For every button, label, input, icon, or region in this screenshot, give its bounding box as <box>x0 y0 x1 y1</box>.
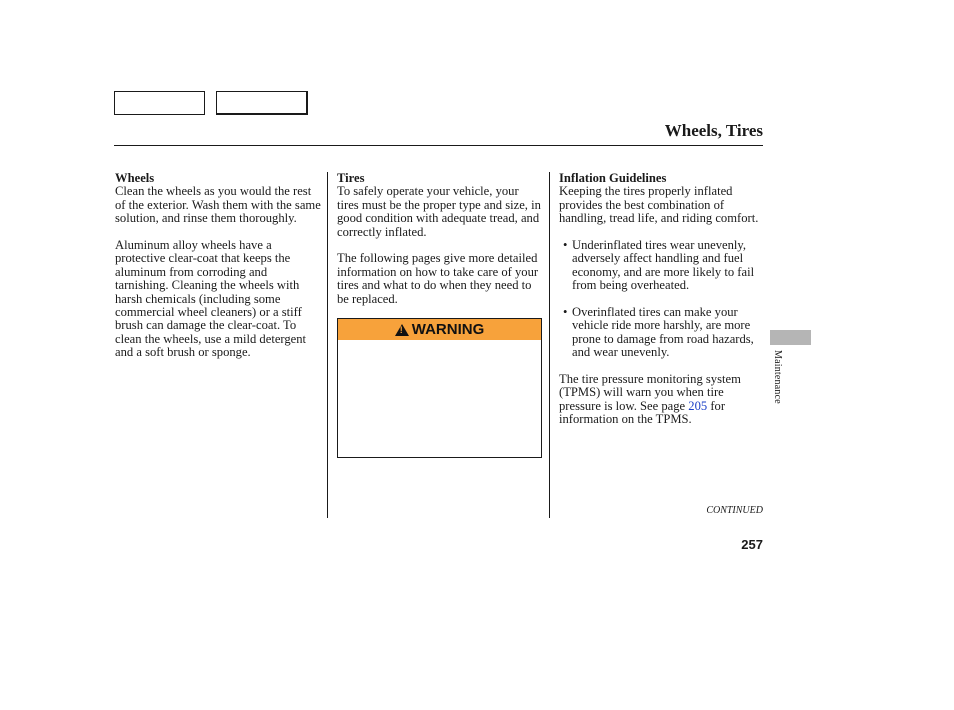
column-divider <box>327 172 328 518</box>
page-title: Wheels, Tires <box>664 121 763 140</box>
wheels-column <box>115 172 323 373</box>
warning-label: WARNING <box>411 321 485 338</box>
inflation-heading: Inflation Guidelines <box>559 171 667 185</box>
tires-column <box>337 172 543 319</box>
tpms-paragraph <box>559 373 764 427</box>
continued-label: CONTINUED <box>706 505 763 516</box>
index-button[interactable] <box>216 91 308 115</box>
page-205-link[interactable]: 205 <box>688 398 708 413</box>
wheels-heading: Wheels <box>115 171 155 185</box>
tires-heading: Tires <box>337 171 365 185</box>
warning-banner <box>338 319 541 340</box>
tires-paragraph-2: The following pages give more detailed information on how to take care of your tires and what to do when they need to be replaced. <box>337 251 539 306</box>
tires-paragraph-1: To safely operate your vehicle, your tires must be the proper type and size, in good condition with adequate tread, and correctly inflated. <box>337 184 541 239</box>
main-menu-button[interactable] <box>114 91 205 115</box>
wheels-paragraph-2: Aluminum alloy wheels have a protective clear-coat that keeps the aluminum from corroding and tarnishing. Cleaning the wheels with harsh chemicals (including some commercial wheel cleaners) or a stiff brush can damage the clear-coat. To clean the wheels, use a mild detergent and a soft brush or sponge. <box>115 238 307 360</box>
title-divider <box>114 145 763 146</box>
warning-box <box>337 318 542 458</box>
list-item: • Underinflated tires wear unevenly, adversely affect handling and fuel economy, and are more likely to fail from being overheated. <box>559 239 764 293</box>
wheels-paragraph-1: Clean the wheels as you would the rest of the exterior. Wash them with the same solution, and rinse them thoroughly. <box>115 184 321 226</box>
tpms-text-before: The tire pressure monitoring system (TPMS) will warn you when tire pressure is low. See page <box>559 372 741 413</box>
maintenance-side-label: Maintenance <box>772 350 783 404</box>
warning-triangle-icon <box>395 324 409 336</box>
maintenance-side-tab[interactable] <box>770 330 811 345</box>
inflation-bullet-list <box>559 239 764 360</box>
inflation-column <box>559 172 764 440</box>
inflation-paragraph-1: Keeping the tires properly inflated provides the best combination of handling, tread life, and riding comfort. <box>559 184 759 226</box>
list-item: • Overinflated tires can make your vehicle ride more harshly, are more prone to damage from road hazards, and wear unevenly. <box>559 306 764 360</box>
column-divider <box>549 172 550 518</box>
page-number: 257 <box>741 537 763 552</box>
tpms-text-after: for information on the TPMS. <box>559 398 726 427</box>
